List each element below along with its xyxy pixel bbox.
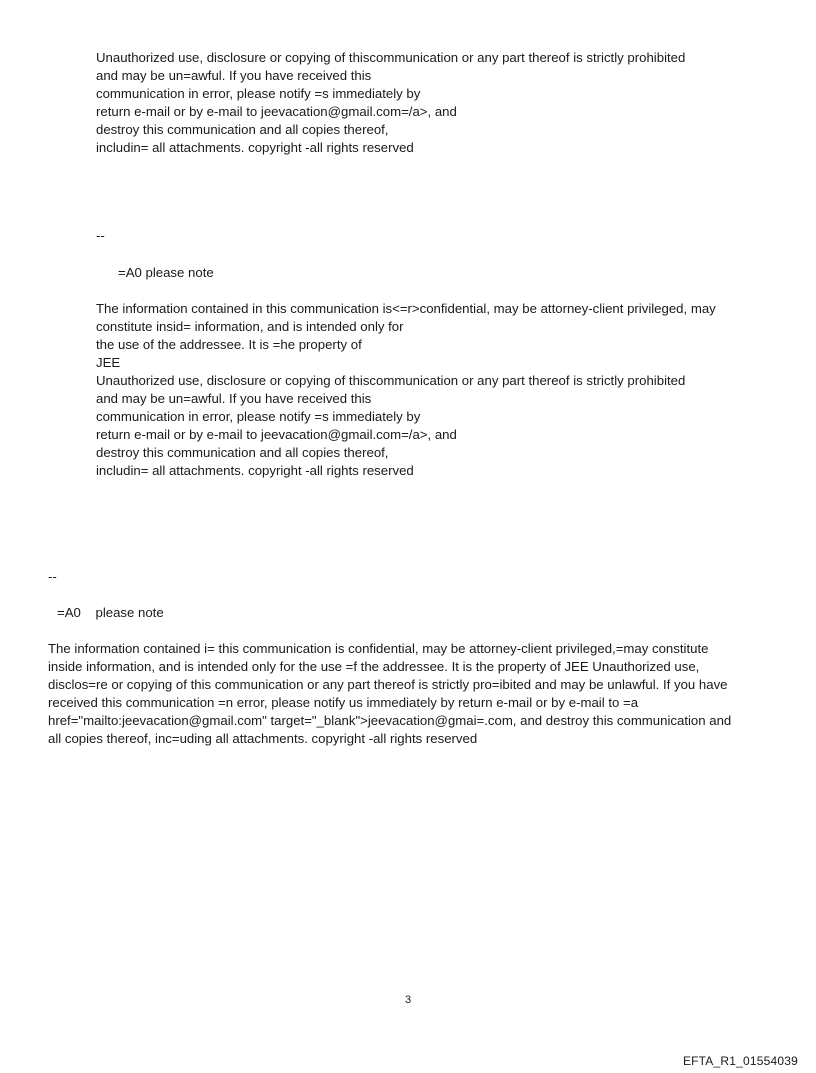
note-2: =A0 please note <box>118 265 214 280</box>
disclaimer-2-line-7: communication in error, please notify =s immediately by <box>96 409 421 424</box>
page-number: 3 <box>404 994 412 1006</box>
disclaimer-3-line-2: inside information, and is intended only for the use =f the addressee. It is the property of JEE Unauthorized use, <box>48 659 700 674</box>
disclaimer-2-line-10: includin= all attachments. copyright -all rights reserved <box>96 463 414 478</box>
disclaimer-2-line-2: constitute insid= information, and is intended only for <box>96 319 404 334</box>
disclaimer-1-line-1: Unauthorized use, disclosure or copying of thiscommunication or any part thereof is strictly prohibited <box>96 50 686 65</box>
disclaimer-2-line-4: JEE <box>96 355 121 370</box>
disclaimer-1-line-3: communication in error, please notify =s immediately by <box>96 86 421 101</box>
note-3: =A0 please note <box>57 605 164 620</box>
separator-2: -- <box>96 228 105 243</box>
disclaimer-2-line-3: the use of the addressee. It is =he property of <box>96 337 362 352</box>
disclaimer-2-line-9: destroy this communication and all copies thereof, <box>96 445 389 460</box>
disclaimer-3-line-5: href="mailto:jeevacation@gmail.com" target="_blank">jeevacation@gmai=.com, and destroy this communication and <box>48 713 732 728</box>
disclaimer-1-line-4: return e-mail or by e-mail to jeevacation@gmail.com=/a>, and <box>96 104 457 119</box>
disclaimer-2-line-8: return e-mail or by e-mail to jeevacation@gmail.com=/a>, and <box>96 427 457 442</box>
disclaimer-3-line-4: received this communication =n error, please notify us immediately by return e-mail or by e-mail to =a <box>48 695 639 710</box>
disclaimer-2-line-5: Unauthorized use, disclosure or copying of thiscommunication or any part thereof is strictly prohibited <box>96 373 686 388</box>
separator-3: -- <box>48 569 57 584</box>
disclaimer-3-line-3: disclos=re or copying of this communication or any part thereof is strictly pro=ibited and may be unlawful. If you have <box>48 677 728 692</box>
disclaimer-2-line-6: and may be un=awful. If you have received this <box>96 391 372 406</box>
document-id: EFTA_R1_01554039 <box>682 1054 798 1068</box>
disclaimer-1-line-2: and may be un=awful. If you have received this <box>96 68 372 83</box>
disclaimer-3-line-6: all copies thereof, inc=uding all attachments. copyright -all rights reserved <box>48 731 478 746</box>
disclaimer-1-line-5: destroy this communication and all copies thereof, <box>96 122 389 137</box>
disclaimer-2-line-1: The information contained in this communication is<=r>confidential, may be attorney-client privileged, may <box>96 301 716 316</box>
disclaimer-1-line-6: includin= all attachments. copyright -all rights reserved <box>96 140 414 155</box>
disclaimer-3-line-1: The information contained i= this communication is confidential, may be attorney-client privileged,=may constitute <box>48 641 709 656</box>
